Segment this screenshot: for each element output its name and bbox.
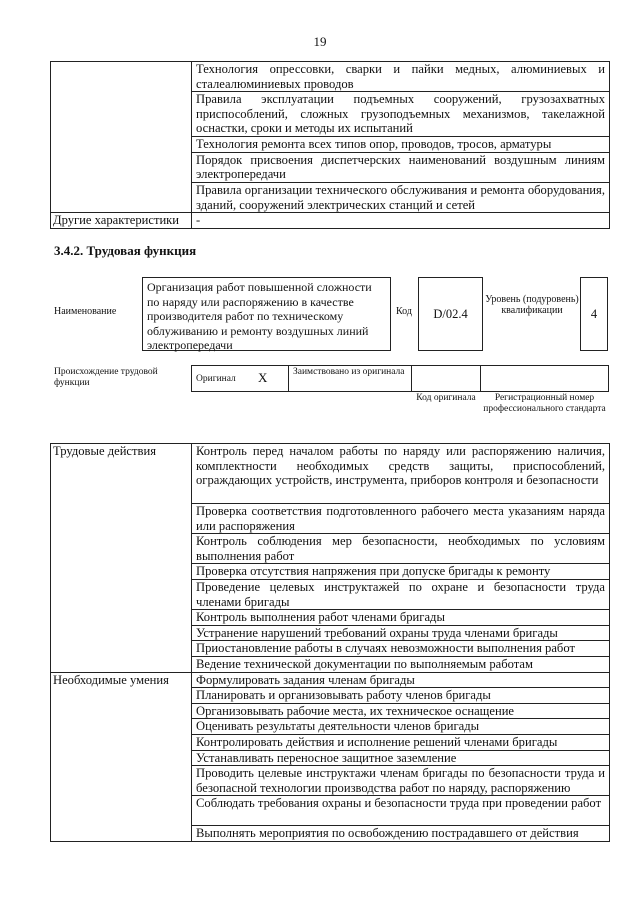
- skill-item: Оценивать результаты деятельности членов бригады: [192, 719, 610, 735]
- section-title: 3.4.2. Трудовая функция: [54, 243, 197, 258]
- knowledge-item: Технология ремонта всех типов опор, проводов, тросов, арматуры: [192, 137, 610, 153]
- knowledge-item: Правила организации технического обслуживания и ремонта оборудования, зданий, сооружений электрических станций и сетей: [192, 182, 610, 212]
- code-label: Код: [396, 306, 412, 317]
- knowledge-item: Порядок присвоения диспетчерских наименований воздушным линиям электропередачи: [192, 152, 610, 182]
- labor-action-item: Проверка соответствия подготовленного рабочего места указаниям наряда или распоряжения: [192, 504, 610, 534]
- skill-item: Соблюдать требования охраны и безопасности труда при проведении работ: [192, 796, 610, 826]
- skill-item: Контролировать действия и исполнение решений членами бригады: [192, 734, 610, 750]
- labor-actions-label: Трудовые действия: [51, 444, 192, 673]
- knowledge-item: Технология опрессовки, сварки и пайки медных, алюминиевых и сталеалюминиевых проводов: [192, 62, 610, 92]
- labor-action-item: Контроль перед началом работы по наряду или распоряжению наличия, комплектности необходимых средств защиты, приспособлений, ограждающих устройств, инструмента, приборов контроля и безопасности: [192, 444, 610, 504]
- labor-action-item: Контроль выполнения работ членами бригады: [192, 610, 610, 626]
- table-row: [51, 444, 610, 504]
- skill-item: Организовывать рабочие места, их техническое оснащение: [192, 703, 610, 719]
- skill-item: Формулировать задания членам бригады: [192, 672, 610, 688]
- skill-item: Выполнять мероприятия по освобождению пострадавшего от действия: [192, 826, 610, 842]
- skill-item: Планировать и организовывать работу членов бригады: [192, 688, 610, 704]
- function-code: D/02.4: [418, 277, 483, 351]
- origin-label: Происхождение трудовой функции: [54, 367, 158, 388]
- skill-item: Устанавливать переносное защитное заземление: [192, 750, 610, 766]
- name-label: Наименование: [54, 306, 117, 317]
- labor-action-item: Контроль соблюдения мер безопасности, необходимых по условиям выполнения работ: [192, 534, 610, 564]
- skills-label: Необходимые умения: [51, 672, 192, 841]
- knowledge-label-cell: [51, 62, 192, 213]
- page-number: 19: [313, 34, 327, 49]
- original-label: Оригинал: [196, 374, 236, 384]
- labor-action-item: Устранение нарушений требований охраны труда членами бригады: [192, 625, 610, 641]
- labor-function-table: [50, 443, 610, 842]
- table-row: [51, 672, 610, 688]
- other-characteristics-label: Другие характеристики: [51, 213, 192, 229]
- qualification-level: 4: [580, 277, 608, 351]
- labor-action-item: Проверка отсутствия напряжения при допуске бригады к ремонту: [192, 564, 610, 580]
- function-name: Организация работ повышенной сложности по наряду или распоряжению в качестве производителя работ по техническому облуживанию и ремонту воздушных линий электропередачи: [142, 277, 391, 351]
- labor-action-item: Ведение технической документации по выполняемым работам: [192, 656, 610, 672]
- code-caption: Код оригинала: [416, 393, 476, 403]
- level-label: Уровень (подуровень) квалификации: [485, 294, 579, 316]
- knowledge-item: Правила эксплуатации подъемных сооружений, грузозахватных приспособлений, сложных грузоподъемных механизмов, такелажной оснастки, сроки и методы их испытаний: [192, 92, 610, 137]
- table-row: [51, 62, 610, 92]
- labor-action-item: Проведение целевых инструктажей по охране и безопасности труда членами бригады: [192, 579, 610, 609]
- original-code-cell: [411, 365, 481, 392]
- borrowed-label: Заимствовано из оригинала: [293, 367, 405, 377]
- original-mark: X: [258, 370, 268, 385]
- registration-caption: Регистрационный номер профессионального стандарта: [483, 393, 606, 414]
- table-row: [51, 213, 610, 229]
- registration-number-cell: [480, 365, 609, 392]
- skill-item: Проводить целевые инструктажи членам бригады по безопасности труда и безопасной технологии производства работ по наряду, распоряжению: [192, 766, 610, 796]
- knowledge-table: [50, 61, 610, 229]
- other-characteristics-value: -: [192, 213, 610, 229]
- labor-action-item: Приостановление работы в случаях невозможности выполнения работ: [192, 641, 610, 657]
